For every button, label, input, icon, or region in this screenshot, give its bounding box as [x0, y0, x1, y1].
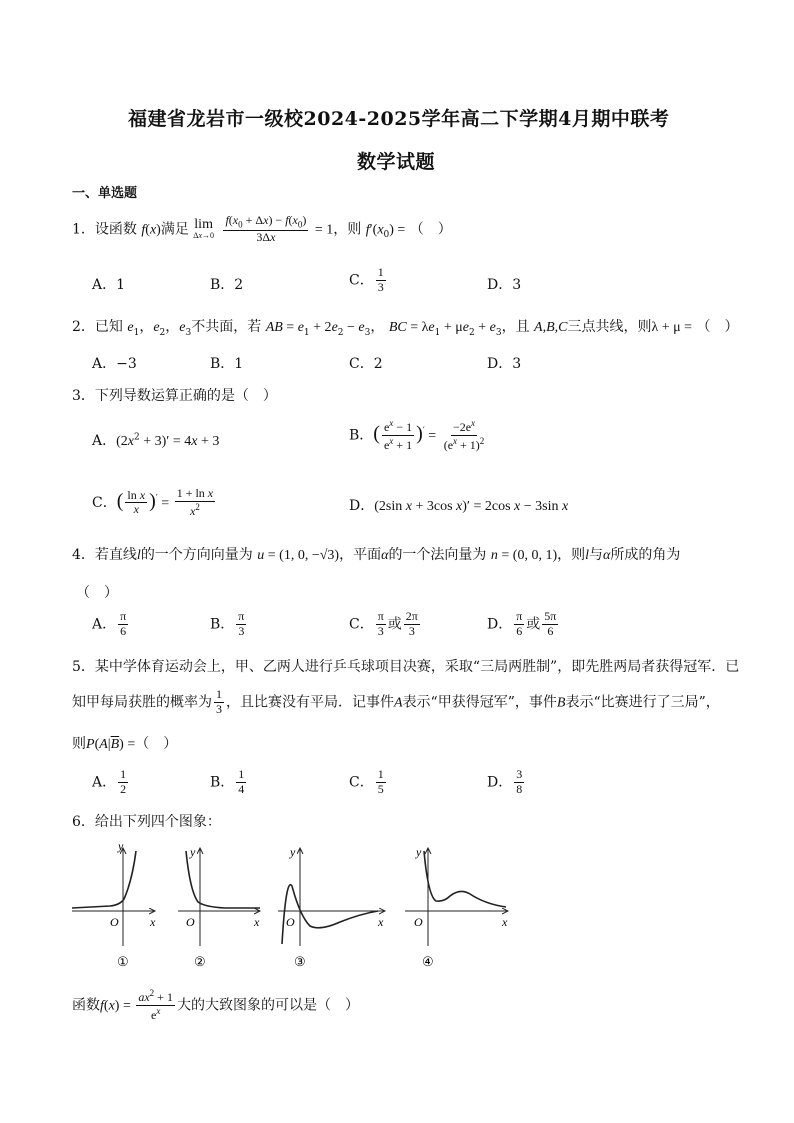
x-axis-label: x [150, 915, 156, 929]
y-axis-label: y [290, 845, 296, 859]
graph-caption-4: ④ [422, 954, 434, 969]
graph-caption-3: ③ [294, 954, 306, 969]
q3-option-d[interactable]: D．(2sin x + 3cos x)′ = 2cos x − 3sin x [349, 498, 569, 514]
q4-option-c[interactable]: C． $\frac{\pi}{3}$ 或 $\frac{2\pi}{3}$ [349, 609, 418, 638]
q1-option-a[interactable]: A．1 [92, 277, 126, 293]
origin-label: O [286, 915, 295, 929]
q4-option-d[interactable]: D． $\frac{\pi}{6}$ 或 $\frac{5\pi}{6}$ [487, 609, 557, 638]
question-5-line-1: 5．某中学体育运动会上，甲、乙两人进行乒乓球项目决赛，采取“三局两胜制”，即先胜两局者获得冠军．已 [72, 659, 740, 675]
question-2: 2．已知 $e_1$，$e_2$，$e_3$不共面，若 AB = $e_1 + 2e_2 - e_3$， BC = $\lambda e_1 + \mu e_2 + e_3$，且 A,B,C三点共线，则λ + μ = （ ） [72, 319, 739, 338]
q2-option-c[interactable]: C．2 [349, 356, 383, 372]
q5-option-a[interactable]: A． $\frac{1}{2}$ [92, 767, 127, 796]
origin-label: O [186, 915, 195, 929]
graph-3 [278, 845, 385, 969]
x-axis-label: x [378, 915, 384, 929]
q4-paren: （ ） [76, 585, 118, 601]
q5-option-b[interactable]: B． $\frac{1}{4}$ [210, 767, 245, 796]
graph-caption-2: ② [194, 954, 206, 969]
q3-option-b[interactable]: B．( $\frac{e^x - 1}{e^x + 1}$ )′ = $\frac{-2e^x}{(e^x + 1)^2}$ [349, 418, 485, 452]
q2-option-b[interactable]: B．1 [210, 356, 244, 372]
q4-option-a[interactable]: A． $\frac{\pi}{6}$ [92, 609, 127, 638]
q1-option-d[interactable]: D．3 [487, 277, 522, 293]
q2-option-a[interactable]: A．−3 [92, 356, 137, 372]
question-6: 6．给出下列四个图象： [72, 814, 221, 830]
q5-option-d[interactable]: D． $\frac{3}{8}$ [487, 767, 523, 796]
function-graphs [60, 836, 520, 976]
q4-option-b[interactable]: B． $\frac{\pi}{3}$ [210, 609, 245, 638]
y-axis-label: y [190, 845, 196, 859]
graph-2 [178, 845, 260, 969]
question-6-prompt: 函数f(x) = $\frac{ax^2 + 1}{e^x}$ 大的大致图象的可以是（ ） [72, 988, 359, 1022]
question-5-line-3: 则$P(A|\overline{B})$ =（ ） [72, 736, 178, 752]
graph-4 [405, 845, 508, 969]
q3-option-c[interactable]: C．( $\frac{\text{ln x}}{x}$ )′ = $\frac{\text{1 + ln x}}{x^2}$ [92, 486, 214, 518]
q5-option-c[interactable]: C． $\frac{1}{5}$ [349, 767, 384, 796]
q1-option-b[interactable]: B．2 [210, 277, 244, 293]
x-axis-label: x [502, 915, 508, 929]
graph-caption-1: ① [117, 954, 129, 969]
y-axis-label: y [118, 839, 124, 853]
question-1: 1．设函数 f(x)满足 lim Δx→0 $\frac{f(x_0 + \Delta x) - f(x_0)}{3\Delta x}$ = 1，则 $f'(x_0)$ = （ ） [72, 213, 452, 244]
x-axis-label: x [254, 915, 260, 929]
q2-option-d[interactable]: D．3 [487, 356, 522, 372]
question-3: 3．下列导数运算正确的是（ ） [72, 388, 277, 404]
exam-title: 福建省龙岩市一级校2024-2025学年高二下学期4月期中联考 [128, 108, 670, 130]
graph-1 [72, 839, 156, 969]
q3-option-a[interactable]: A．$(2x^2 + 3)' = 4x + 3$ [92, 432, 220, 449]
exam-subtitle: 数学试题 [357, 151, 436, 173]
question-5-line-2: 知甲每局获胜的概率为 $\frac{1}{3}$ ，且比赛没有平局．记事件A表示“甲获得冠军”，事件B表示“比赛进行了三局”， [72, 687, 720, 716]
y-axis-label: y [416, 845, 422, 859]
section-heading: 一、单选题 [72, 186, 138, 201]
origin-label: O [414, 915, 423, 929]
origin-label: O [110, 915, 119, 929]
question-4: 4．若直线l的一个方向向量为 u = (1, 0, −√3)，平面α的一个法向量为 n = (0, 0, 1)，则l与α所成的角为 [72, 547, 681, 563]
q1-option-c[interactable]: C． $\frac{1}{3}$ [349, 265, 384, 294]
